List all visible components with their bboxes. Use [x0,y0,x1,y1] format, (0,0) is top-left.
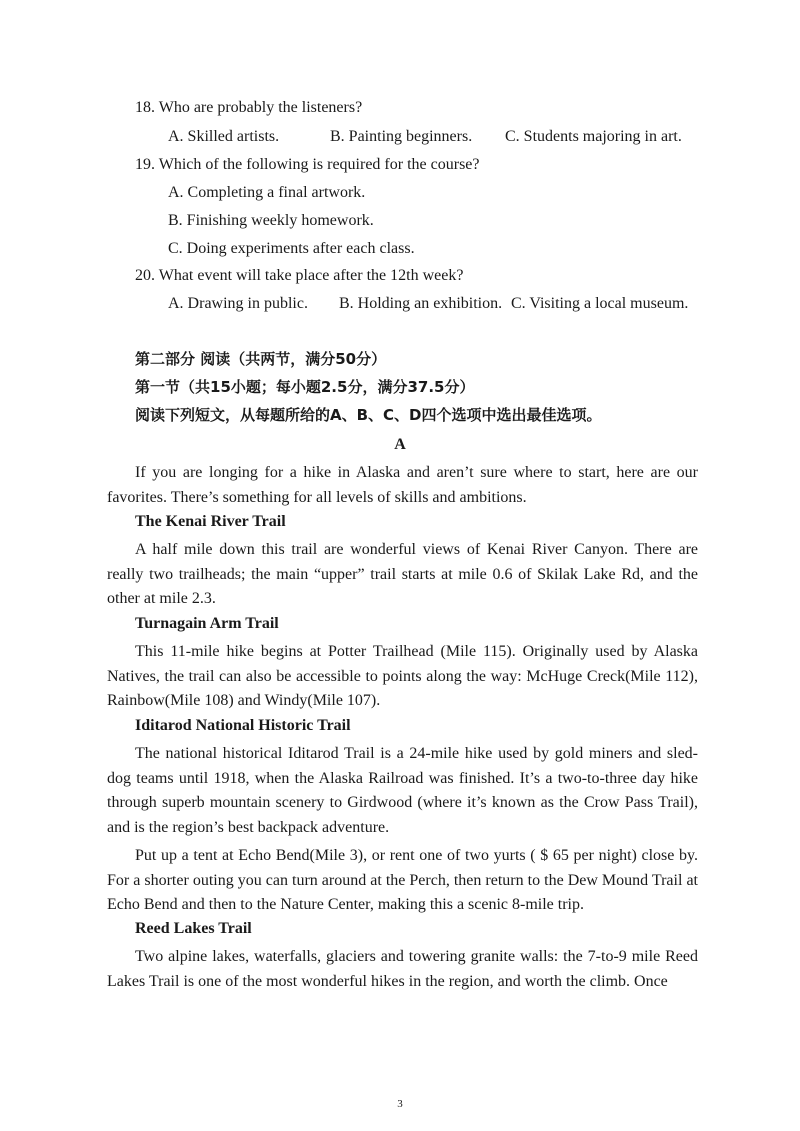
question-20-stem: 20. What event will take place after the 12th week? [135,267,464,284]
page-number: 3 [397,1098,403,1110]
question-20-options [168,294,728,314]
trail-paragraph-iditarod-2: Put up a tent at Echo Bend(Mile 3), or rent one of two yurts ( $ 65 per night) close by. For a shorter outing you can turn around at the Perch, then return to the Dew Mound Trail at Echo Bend and then to the Nature Center, making this a scenic 8-mile trip. [107,847,698,913]
option-b: B. Painting beginners. [330,128,473,145]
option-b: B. Holding an exhibition. [339,295,503,312]
option-c: C. Visiting a local museum. [511,295,689,312]
option-c: C. Doing experiments after each class. [168,240,415,257]
option-a: A. Completing a final artwork. [168,184,366,201]
option-a: A. Skilled artists. [168,128,280,145]
question-18-stem: 18. Who are probably the listeners? [135,99,363,116]
option-a: A. Drawing in public. [168,295,308,312]
trail-heading-iditarod: Iditarod National Historic Trail [135,717,351,734]
trail-heading-reed-lakes: Reed Lakes Trail [135,920,252,937]
passage-intro: If you are longing for a hike in Alaska and aren’t sure where to start, here are our favorites. There’s something for all levels of skills and ambitions. [107,464,698,506]
trail-paragraph-kenai: A half mile down this trail are wonderful views of Kenai River Canyon. There are really two trailheads; the main “upper” trail starts at mile 0.6 of Skilak Lake Rd, and the other at mile 2.3. [107,541,698,607]
section-subsection-title: 第一节（共15小题；每小题2.5分，满分37.5分） [135,378,475,396]
trail-paragraph-turnagain: This 11-mile hike begins at Potter Trailhead (Mile 115). Originally used by Alaska Natives, the trail can also be accessible to points along the way: McHuge Creck(Mile 112), Rainbow(Mile 108) and Windy(Mile 107). [107,643,698,709]
option-c: C. Students majoring in art. [505,128,682,145]
question-18-options [168,127,728,147]
passage-label: A [394,436,406,453]
trail-paragraph-reed-lakes: Two alpine lakes, waterfalls, glaciers and towering granite walls: the 7-to-9 mile Reed Lakes Trail is one of the most wonderful hikes in the region, and worth the climb. Once [107,948,698,990]
option-b: B. Finishing weekly homework. [168,212,374,229]
trail-heading-kenai: The Kenai River Trail [135,513,286,530]
trail-heading-turnagain: Turnagain Arm Trail [135,615,279,632]
question-19-stem: 19. Which of the following is required for the course? [135,156,480,173]
section-part-title: 第二部分 阅读（共两节，满分50分） [135,350,387,368]
trail-paragraph-iditarod-1: The national historical Iditarod Trail is a 24-mile hike used by gold miners and sled-dog teams until 1918, when the Alaska Railroad was finished. It’s a two-to-three day hike through superb mountain scenery to Girdwood (where it’s known as the Crow Pass Trail), and is the region’s best backpack adventure. [107,745,698,836]
section-instruction: 阅读下列短文，从每题所给的A、B、C、D四个选项中选出最佳选项。 [135,406,602,424]
